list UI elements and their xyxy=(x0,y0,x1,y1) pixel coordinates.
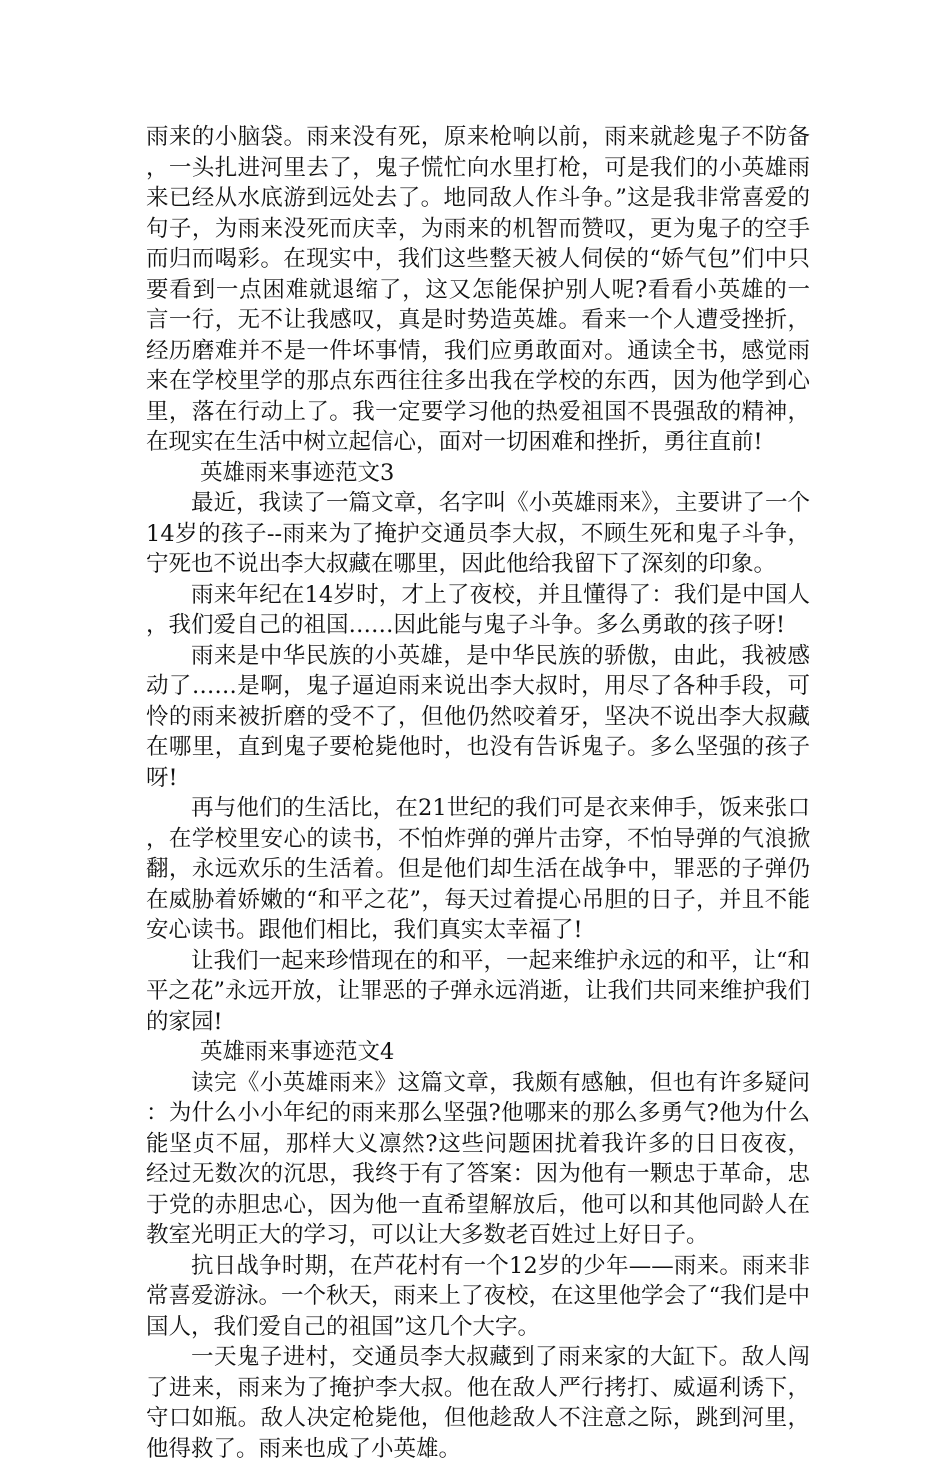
body-paragraph-6: 让我们一起来珍惜现在的和平，一起来维护永远的和平，让“和平之花”永远开放，让罪恶的子弹永远消逝，让我们共同来维护我们的家园! xyxy=(146,947,811,1035)
document-page xyxy=(146,122,810,1464)
body-paragraph-7: 读完《小英雄雨来》这篇文章，我颇有感触，但也有许多疑问：为什么小小年纪的雨来那么坚强?他哪来的那么多勇气?他为什么能坚贞不屈，那样大义凛然?这些问题困扰着我许多的日日夜夜，经过无数次的沉思，我终于有了答案：因为他有一颗忠于革命，忠于党的赤胆忠心，因为他一直希望解放后，他可以和其他同龄人在教室光明正大的学习，可以让大多数老百姓过上好日子。 xyxy=(146,1069,810,1248)
body-paragraph-8: 抗日战争时期，在芦花村有一个12岁的少年——雨来。雨来非常喜爱游泳。一个秋天，雨来上了夜校，在这里他学会了“我们是中国人，我们爱自己的祖国”这几个大字。 xyxy=(146,1252,811,1340)
body-paragraph-3: 雨来年纪在14岁时，才上了夜校，并且懂得了：我们是中国人，我们爱自己的祖国……因此能与鬼子斗争。多么勇敢的孩子呀! xyxy=(146,581,810,638)
section-heading-3: 英雄雨来事迹范文3 xyxy=(200,459,395,486)
body-paragraph-4: 雨来是中华民族的小英雄，是中华民族的骄傲，由此，我被感动了……是啊，鬼子逼迫雨来说出李大叔时，用尽了各种手段，可怜的雨来被折磨的受不了，但他仍然咬着牙，坚决不说出李大叔藏在哪里，直到鬼子要枪毙他时，也没有告诉鬼子。多么坚强的孩子呀! xyxy=(146,642,810,791)
section-heading-4: 英雄雨来事迹范文4 xyxy=(200,1039,395,1065)
body-paragraph-5: 再与他们的生活比，在21世纪的我们可是衣来伸手，饭来张口，在学校里安心的读书，不怕炸弹的弹片击穿，不怕导弹的气浪掀翻，永远欢乐的生活着。但是他们却生活在战争中，罪恶的子弹仍在威胁着娇嫩的“和平之花”，每天过着提心吊胆的日子，并且不能安心读书。跟他们相比，我们真实太幸福了! xyxy=(146,795,810,943)
body-paragraph-1: 雨来的小脑袋。雨来没有死，原来枪响以前，雨来就趁鬼子不防备，一头扎进河里去了，鬼子慌忙向水里打枪，可是我们的小英雄雨来已经从水底游到远处去了。地同敌人作斗争。”这是我非常喜爱的句子，为雨来没死而庆幸，为雨来的机智而赞叹，更为鬼子的空手而归而喝彩。在现实中，我们这些整天被人伺侯的“娇气包”们中只要看到一点困难就退缩了，这又怎能保护别人呢?看看小英雄的一言一行，无不让我感叹，真是时势造英雄。看来一个人遭受挫折，经历磨难并不是一件坏事情，我们应勇敢面对。通读全书，感觉雨来在学校里学的那点东西往往多出我在学校的东西，因为他学到心里，落在行动上了。我一定要学习他的热爱祖国不畏强敌的精神，在现实在生活中树立起信心，面对一切困难和挫折，勇往直前! xyxy=(146,124,810,455)
body-paragraph-9: 一天鬼子进村，交通员李大叔藏到了雨来家的大缸下。敌人闯了进来，雨来为了掩护李大叔。他在敌人严行拷打、威逼利诱下，守口如瓶。敌人决定枪毙他，但他趁敌人不注意之际，跳到河里，他得救了。雨来也成了小英雄。 xyxy=(146,1344,810,1462)
body-paragraph-2: 最近，我读了一篇文章，名字叫《小英雄雨来》，主要讲了一个14岁的孩子--雨来为了掩护交通员李大叔，不顾生死和鬼子斗争，宁死也不说出李大叔藏在哪里，因此他给我留下了深刻的印象。 xyxy=(146,490,810,577)
